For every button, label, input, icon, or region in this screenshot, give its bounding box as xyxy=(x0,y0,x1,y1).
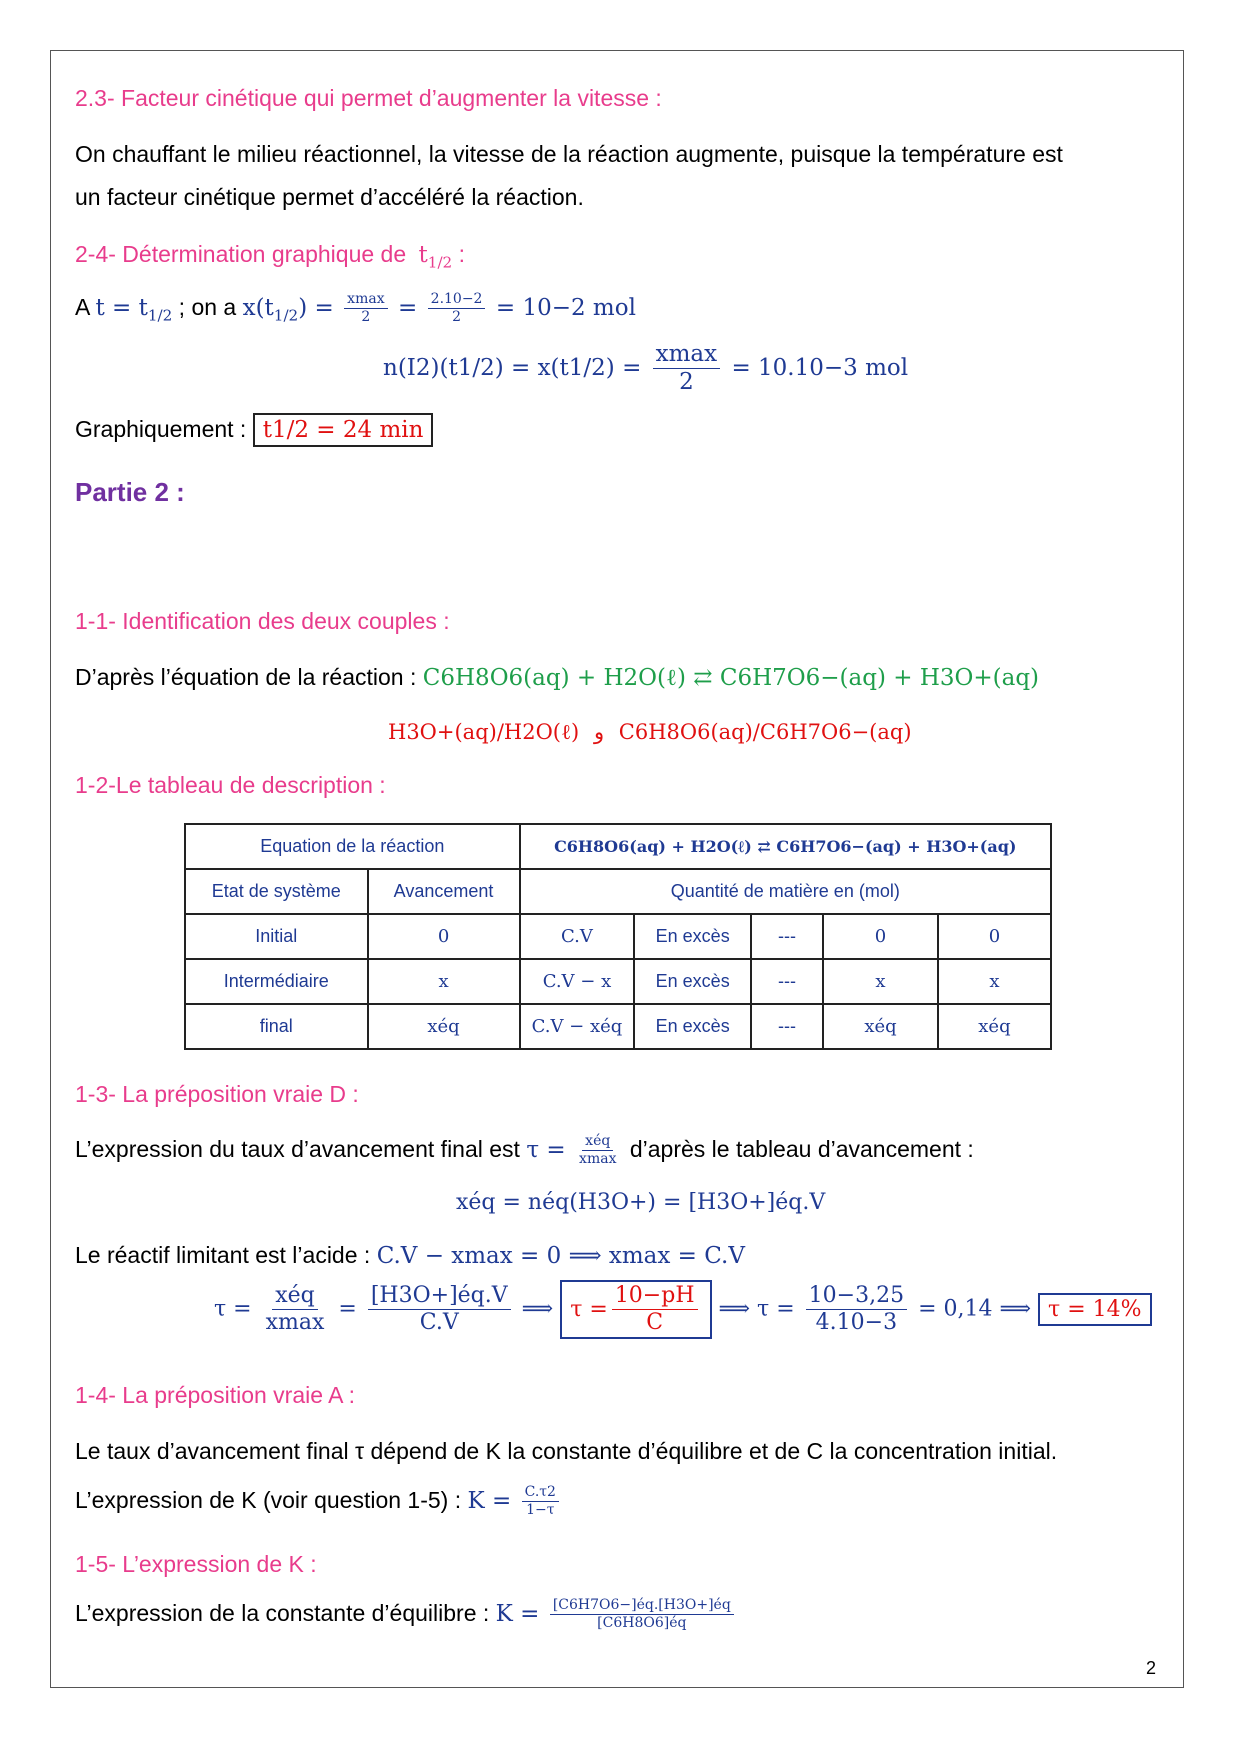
k-expression-tau-line: L’expression de K (voir question 1-5) : K = $\frac{C.\tau 2}{1-\tau}$ xyxy=(75,1485,563,1519)
page-number: 2 xyxy=(1146,1658,1157,1678)
table-col-state: Etat de système xyxy=(185,869,368,914)
fraction-k-concentrations: $\frac{[C6H7O6-]éq.[H3O+]éq}{[C6H8O6]éq}$ xyxy=(550,1598,734,1632)
partie-2-title: Partie 2 : xyxy=(75,477,185,507)
heading-1-5: 1-5- L’expression de K : xyxy=(75,1551,317,1577)
xeq-expression: xéq = néq(H3O+) = [H3O+]éq.V xyxy=(456,1190,826,1215)
heading-1-2: 1-2-Le tableau de description : xyxy=(75,772,386,798)
half-time-line: A $t = t_{1/2}$ ; on a $x(t_{1/2})$ = $\frac{xmax}{2}$ = $\frac{2.10-2}{2}$ = 10−2 mol xyxy=(75,291,636,326)
fraction-tau-1: $\frac{\text{xéq}}{xmax}$ xyxy=(265,1283,325,1336)
fraction-xmax-2-large: $\frac{xmax}{2}$ xyxy=(653,342,720,396)
tau-definition-line: L’expression du taux d’avancement final est τ = $\frac{\text{xéq}}{xmax}$ d’après le tableau d’avancement : xyxy=(75,1133,974,1168)
k-expression-concentrations-line: L’expression de la constante d’équilibre : K = $\frac{[C6H7O6-]éq.[H3O+]éq}{[C6H8O6]éq}$ xyxy=(75,1598,738,1632)
reaction-equation: C6H8O6(aq) + H2O(ℓ) ⇄ C6H7O6−(aq) + H3O+(aq) xyxy=(422,665,1040,691)
table-row: Intermédiaire x C.V − x En excès --- x x xyxy=(185,959,1051,1004)
n-i2-line: n(I2)(t1/2) = x(t1/2) = $\frac{xmax}{2}$ = 10.10−3 mol xyxy=(383,341,909,396)
fraction-tau-2: $\frac{[H3O+]éq.V}{C.V}$ xyxy=(368,1284,511,1335)
paragraph-1-4-line1: Le taux d’avancement final τ dépend de K la constante d’équilibre et de C la concentration initial. xyxy=(75,1438,1058,1464)
table-col-advancement: Avancement xyxy=(368,869,520,914)
table-row: Initial 0 C.V En excès --- 0 0 xyxy=(185,914,1051,959)
fraction-xmax-2: $\frac{xmax}{2}$ xyxy=(344,292,387,326)
paragraph-2-3-line2: un facteur cinétique permet d’accéléré la réaction. xyxy=(75,184,584,210)
table-eq-formula: C6H8O6(aq) + H2O(ℓ) ⇄ C6H7O6−(aq) + H3O+(aq) xyxy=(520,824,1051,869)
reaction-equation-line: D’après l’équation de la réaction : C6H8O6(aq) + H2O(ℓ) ⇄ C6H7O6−(aq) + H3O+(aq) xyxy=(75,664,1040,691)
fraction-xeq-xmax: $\frac{\text{xéq}}{xmax}$ xyxy=(579,1133,617,1168)
fraction-k-tau: $\frac{C.\tau 2}{1-\tau}$ xyxy=(522,1485,559,1519)
heading-2-3: 2.3- Facteur cinétique qui permet d’augmenter la vitesse : xyxy=(75,85,662,111)
boxed-tau-formula: τ = $\frac{10-pH}{C}$ xyxy=(560,1280,711,1339)
heading-1-4: 1-4- La préposition vraie A : xyxy=(75,1382,355,1408)
fraction-value: $\frac{2.10-2}{2}$ xyxy=(428,292,486,326)
fraction-tau-3: $\frac{10-3,25}{4.10-3}$ xyxy=(806,1284,907,1335)
heading-1-3: 1-3- La préposition vraie D : xyxy=(75,1081,359,1107)
graphical-result: Graphiquement : t1/2 = 24 min xyxy=(75,416,433,443)
boxed-half-life: t1/2 = 24 min xyxy=(253,413,434,447)
heading-2-4: 2-4- Détermination graphique de $t_{1/2}$ : xyxy=(75,241,465,272)
limiting-reactant-line: Le réactif limitant est l’acide : C.V − xmax = 0 ⟹ xmax = C.V xyxy=(75,1242,745,1269)
boxed-tau-result: τ = 14% xyxy=(1038,1293,1152,1326)
tau-calculation-line: τ = $\frac{\text{xéq}}{xmax}$ = $\frac{[H3O+]éq.V}{C.V}$ ⟹ τ = $\frac{10-pH}{C}$ ⟹ τ = $\frac{10-3,25}{4.10-3}$ = 0,14 ⟹ τ = 14% xyxy=(214,1280,1152,1339)
table-row: final xéq C.V − xéq En excès --- xéq xéq xyxy=(185,1004,1051,1049)
table-col-quantity: Quantité de matière en (mol) xyxy=(520,869,1051,914)
advancement-table xyxy=(184,823,1052,1050)
table-eq-header: Equation de la réaction xyxy=(185,824,520,869)
paragraph-2-3-line1: On chauffant le milieu réactionnel, la vitesse de la réaction augmente, puisque la température est xyxy=(75,141,1063,167)
acid-base-couples: H3O+(aq)/H2O(ℓ) و C6H8O6(aq)/C6H7O6−(aq) xyxy=(388,720,912,744)
heading-1-1: 1-1- Identification des deux couples : xyxy=(75,608,450,634)
